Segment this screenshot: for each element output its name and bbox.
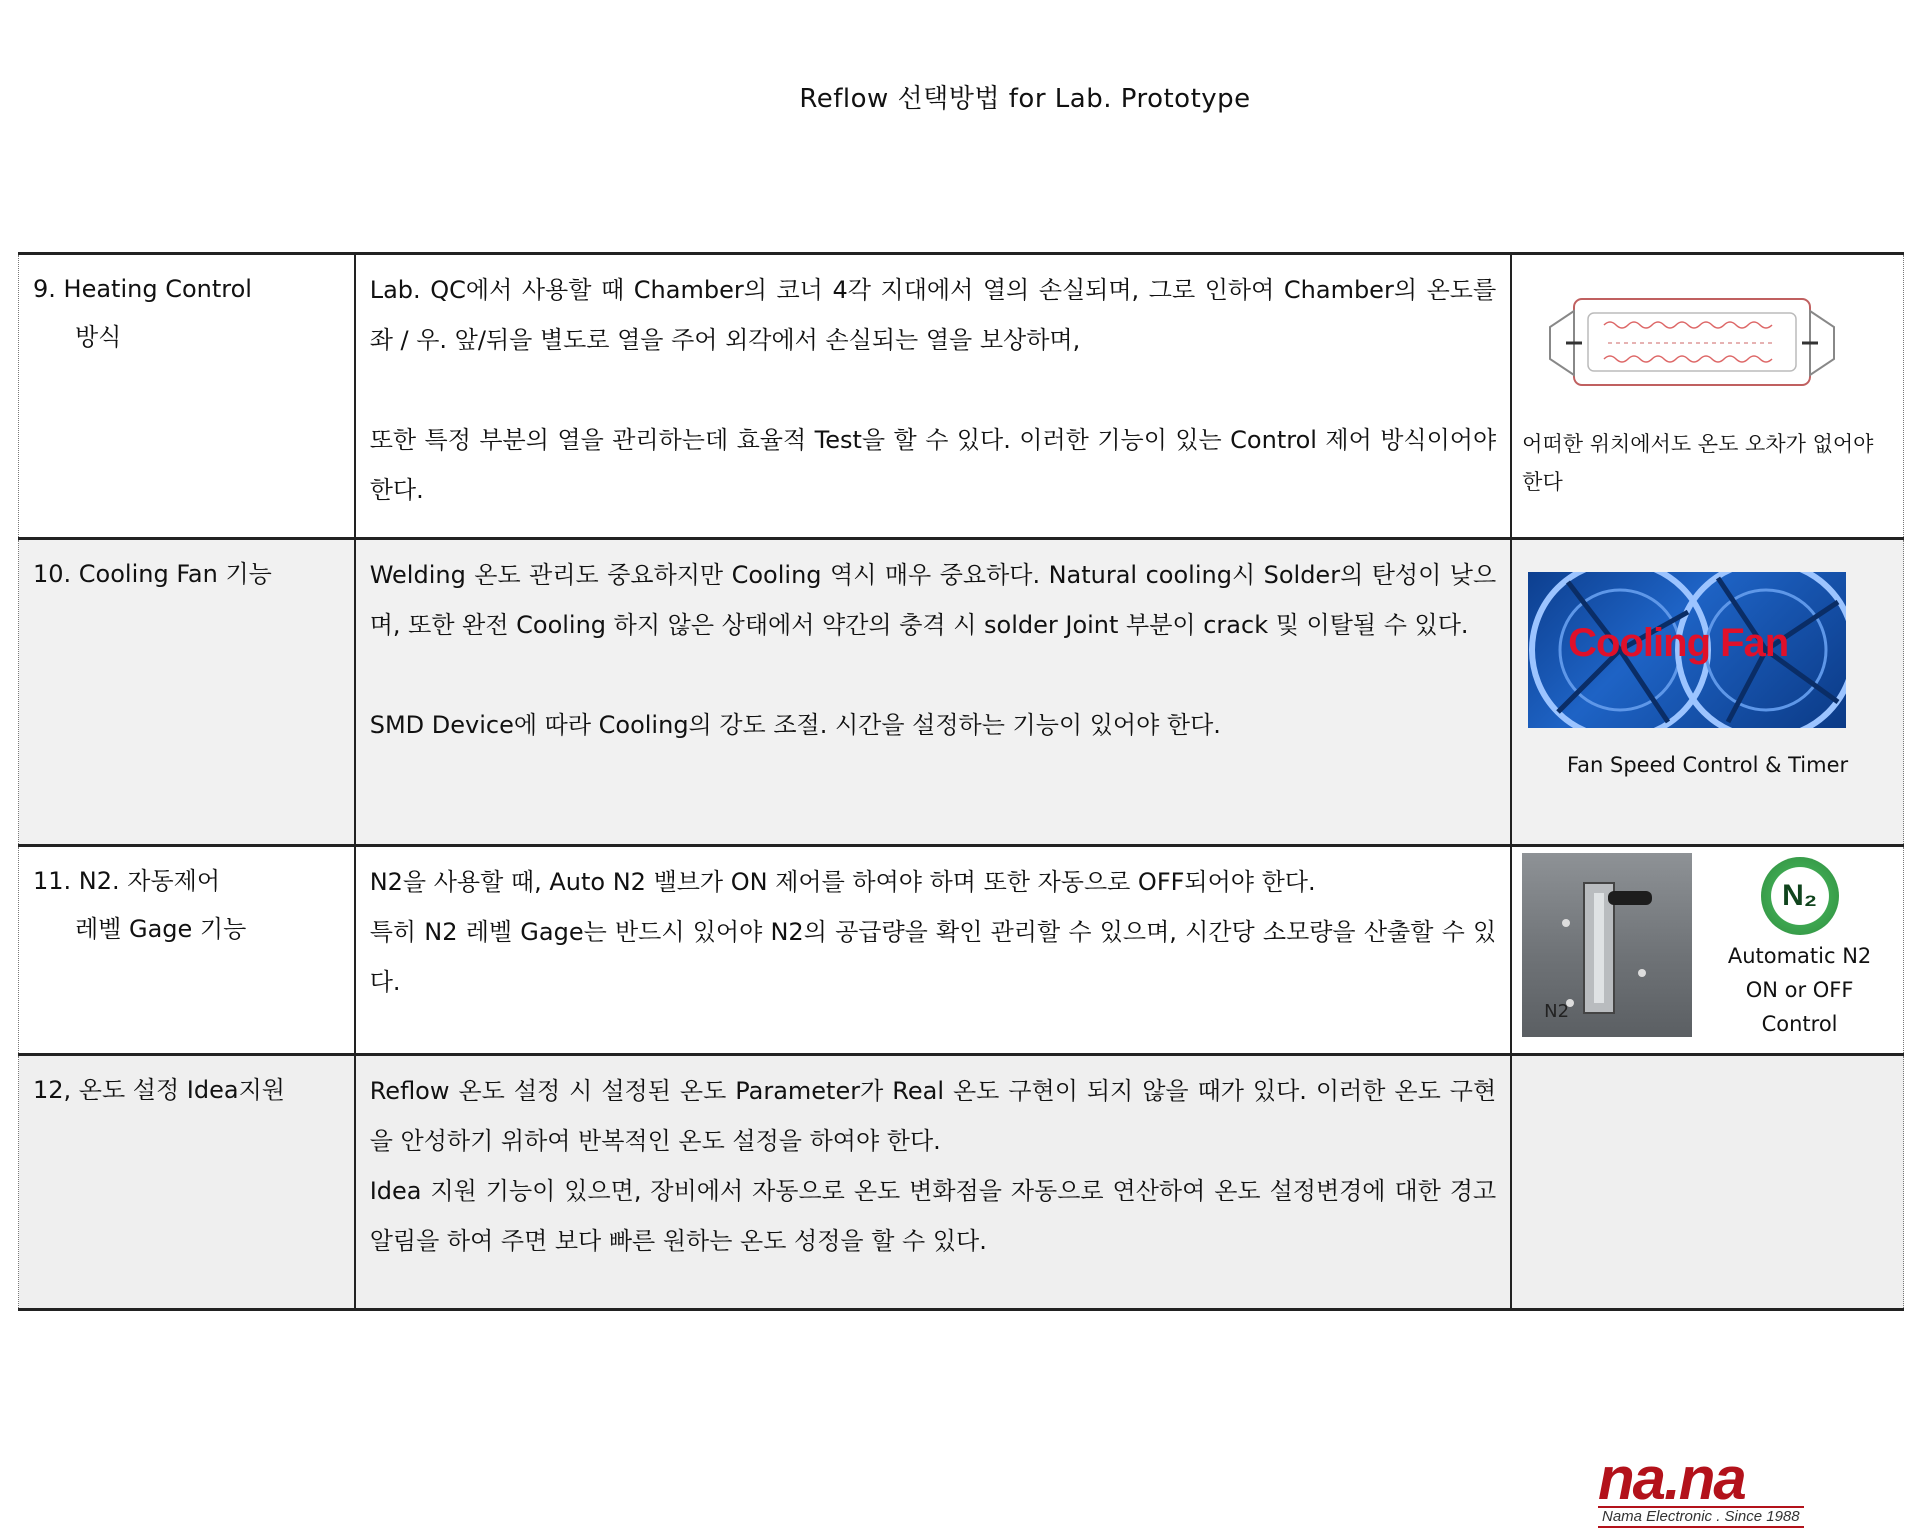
table-row bbox=[19, 846, 1904, 1055]
cooling-fan-image-label: Cooling Fan bbox=[1568, 621, 1789, 665]
description-paragraph: Reflow 온도 설정 시 설정된 온도 Parameter가 Real 온도 구현이 되지 않을 때가 있다. 이러한 온도 구현을 안성하기 위하여 반복적인 온도 설정을 하여야 한다. bbox=[369, 1077, 1497, 1155]
logo-mark: na.na bbox=[1598, 1445, 1745, 1512]
item-subtitle: 방식 bbox=[75, 323, 122, 351]
item-description-cell bbox=[355, 1055, 1511, 1310]
description-paragraph: 특히 N2 레벨 Gage는 반드시 있어야 N2의 공급량을 확인 관리할 수 있으며, 시간당 소모량을 산출할 수 있다. bbox=[369, 918, 1497, 996]
table-row bbox=[19, 1055, 1904, 1310]
description-paragraph: 또한 특정 부분의 열을 관리하는데 효율적 Test을 할 수 있다. 이러한 기능이 있는 Control 제어 방식이어야 한다. bbox=[369, 426, 1497, 504]
heating-chamber-diagram-icon bbox=[1522, 277, 1862, 407]
item-figure-cell bbox=[1511, 1055, 1903, 1310]
item-title-cell bbox=[19, 846, 355, 1055]
item-description-cell bbox=[355, 254, 1511, 539]
item-subtitle: 레벨 Gage 기능 bbox=[75, 915, 247, 943]
item-title: 10. Cooling Fan 기능 bbox=[33, 560, 272, 588]
figure-caption: 어떠한 위치에서도 온도 오차가 없어야 한다 bbox=[1522, 432, 1874, 494]
item-title-cell bbox=[19, 1055, 355, 1310]
description-paragraph: Lab. QC에서 사용할 때 Chamber의 코너 4각 지대에서 열의 손실되며, 그로 인하여 Chamber의 온도를 좌 / 우. 앞/뒤을 별도로 열을 주어 외각에서 손실되는 열을 보상하며, bbox=[369, 276, 1497, 354]
figure-caption-line: Control bbox=[1761, 1012, 1838, 1036]
description-paragraph: SMD Device에 따라 Cooling의 강도 조절. 시간을 설정하는 기능이 있어야 한다. bbox=[369, 711, 1221, 739]
item-description-cell bbox=[355, 846, 1511, 1055]
figure-caption-line: ON or OFF bbox=[1745, 978, 1854, 1002]
page-title: Reflow 선택방법 for Lab. Prototype bbox=[799, 84, 1251, 114]
item-title: 11. N2. 자동제어 bbox=[33, 867, 221, 895]
item-title: 12, 온도 설정 Idea지원 bbox=[33, 1076, 285, 1104]
description-paragraph: N2을 사용할 때, Auto N2 밸브가 ON 제어를 하여야 하며 또한 자동으로 OFF되어야 한다. bbox=[369, 868, 1316, 896]
figure-caption: Fan Speed Control & Timer bbox=[1566, 753, 1849, 777]
item-figure-cell bbox=[1511, 846, 1903, 1055]
n2-badge-text: N₂ bbox=[1782, 879, 1818, 912]
n2-gauge-photo bbox=[1522, 853, 1692, 1037]
item-figure-cell bbox=[1511, 539, 1903, 846]
item-title-cell bbox=[19, 539, 355, 846]
cooling-fan-image bbox=[1528, 572, 1846, 728]
item-title-cell bbox=[19, 254, 355, 539]
item-title: 9. Heating Control bbox=[33, 275, 252, 303]
table-row bbox=[19, 539, 1904, 846]
item-figure-cell bbox=[1511, 254, 1903, 539]
n2-photo-label: N2 bbox=[1544, 1001, 1570, 1022]
company-logo bbox=[1598, 1445, 1868, 1525]
item-description-cell bbox=[355, 539, 1511, 846]
description-paragraph: Welding 온도 관리도 중요하지만 Cooling 역시 매우 중요하다. Natural cooling시 Solder의 탄성이 낮으며, 또한 완전 Cooling 하지 않은 상태에서 약간의 충격 시 solder Joint 부분이 crack 및 이탈될 수 있다. bbox=[369, 561, 1497, 639]
logo-tagline: Nama Electronic . Since 1988 bbox=[1598, 1506, 1804, 1528]
spec-table bbox=[18, 252, 1904, 1311]
n2-badge-icon bbox=[1761, 857, 1839, 935]
description-paragraph: Idea 지원 기능이 있으면, 장비에서 자동으로 온도 변화점을 자동으로 연산하여 온도 설정변경에 대한 경고 알림을 하여 주면 보다 빠른 원하는 온도 성정을 할 수 있다. bbox=[369, 1177, 1497, 1255]
figure-caption-line: Automatic N2 bbox=[1727, 944, 1872, 968]
table-row bbox=[19, 254, 1904, 539]
